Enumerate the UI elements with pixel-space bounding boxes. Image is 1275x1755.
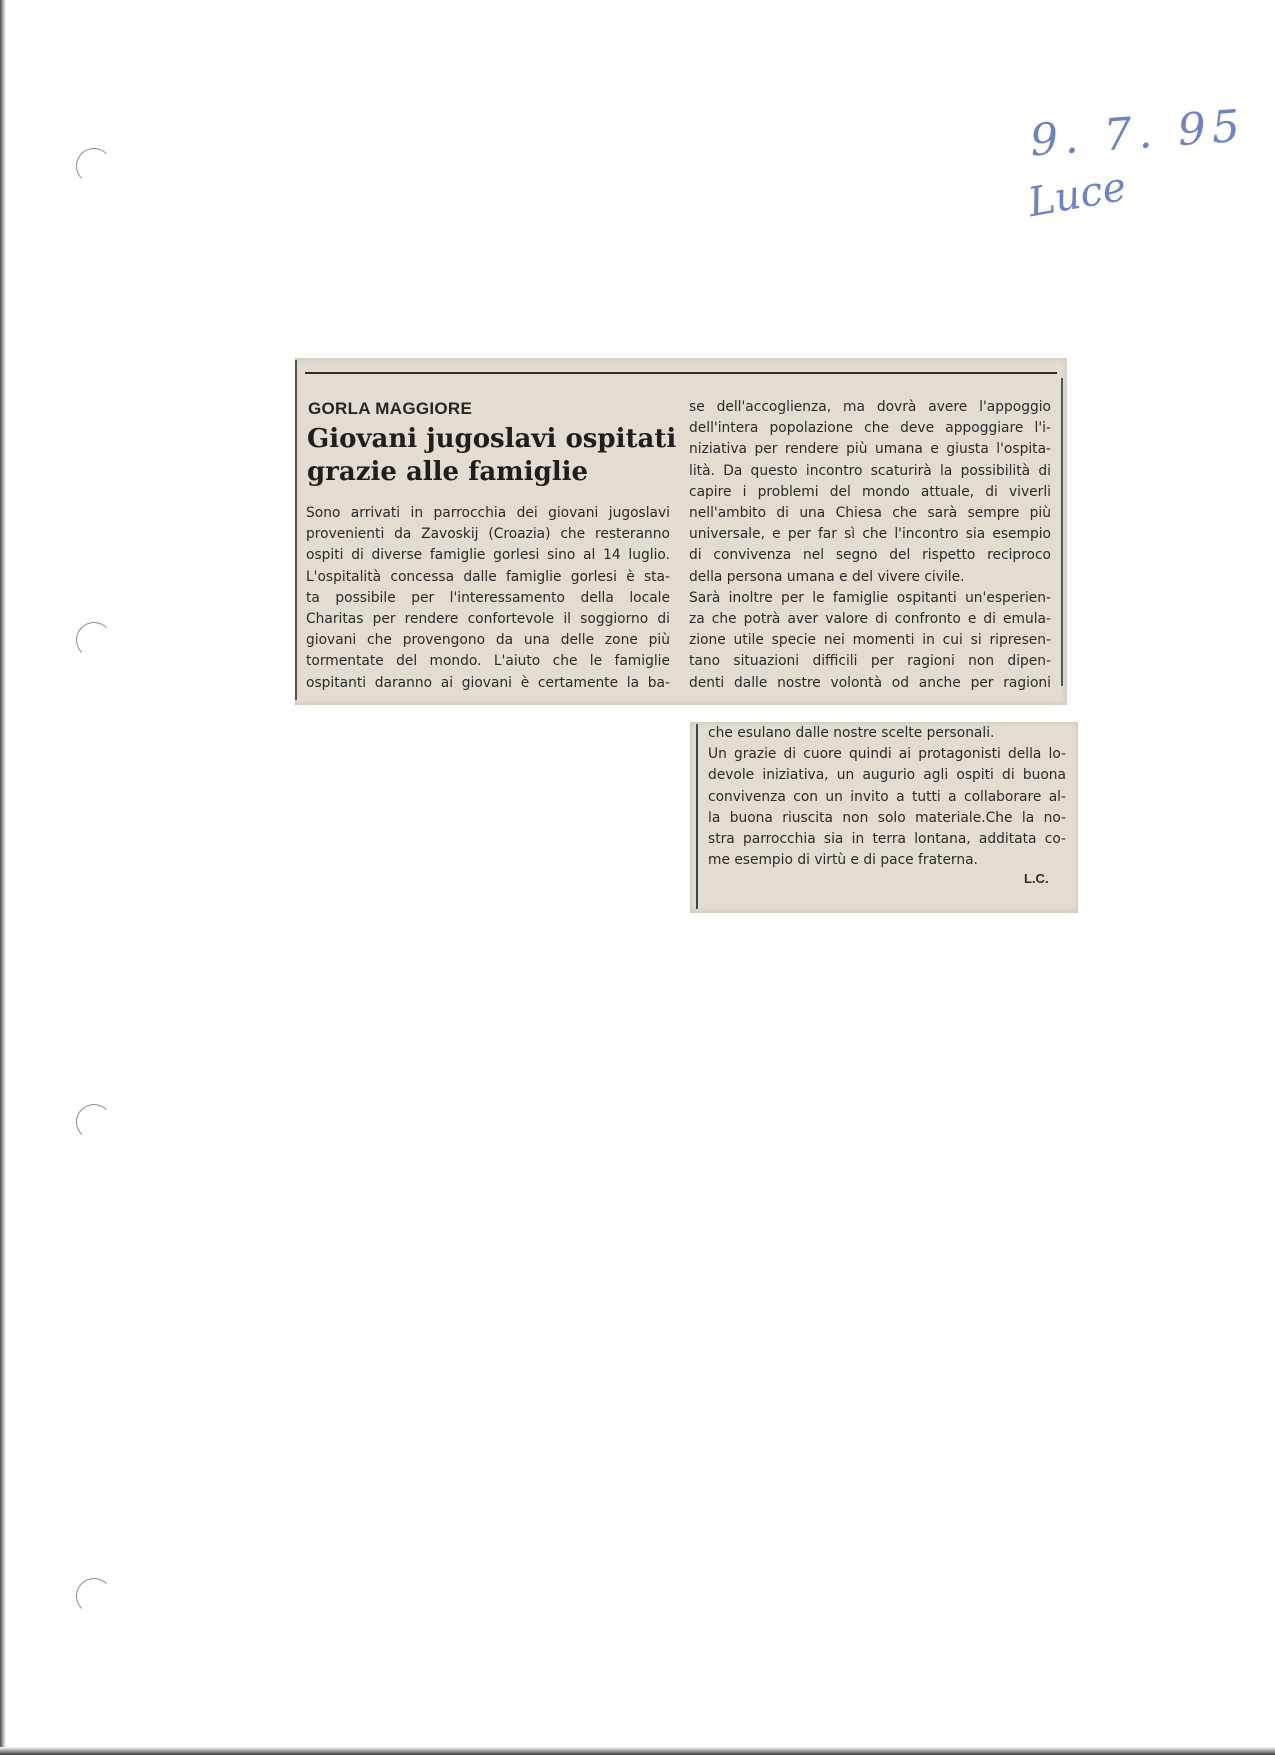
scan-left-edge <box>0 0 6 1755</box>
text-line: giovani che provengono da una delle zone più <box>306 632 670 649</box>
article-signature: L.C. <box>1024 871 1049 886</box>
headline-line: Giovani jugoslavi ospitati <box>307 424 677 454</box>
text-line: stra parrocchia sia in terra lontana, additata co- <box>708 831 1066 848</box>
text-line: niziativa per rendere più umana e giusta l'ospita- <box>689 441 1051 458</box>
handwritten-date: 9. 7. 95 <box>1028 100 1248 167</box>
text-line: ospitanti daranno ai giovani è certamente la ba- <box>306 674 670 691</box>
scan-bottom-edge <box>0 1747 1275 1755</box>
text-line: ta possibile per l'interessamento della locale <box>306 589 670 606</box>
article-headline <box>307 423 687 489</box>
text-line: me esempio di virtù e di pace fraterna. <box>708 852 978 869</box>
text-line: nell'ambito di una Chiesa che sarà sempre più <box>689 505 1051 522</box>
punch-hole <box>76 148 112 184</box>
text-line: la buona riuscita non solo materiale.Che la no- <box>708 809 1066 826</box>
text-line: L'ospitalità concessa dalle famiglie gorlesi è sta- <box>306 568 670 585</box>
text-line: tano situazioni difficili per ragioni non dipen- <box>689 653 1051 670</box>
text-line: Un grazie di cuore quindi ai protagonisti della lo- <box>708 746 1066 763</box>
text-line: Sarà inoltre per le famiglie ospitanti un'esperien- <box>689 589 1051 606</box>
text-line: dell'intera popolazione che deve appoggiare l'i- <box>689 420 1051 437</box>
text-line: devole iniziativa, un augurio agli ospiti di buona <box>708 767 1066 784</box>
handwritten-source: Luce <box>1024 163 1130 227</box>
text-line: za che potrà aver valore di confronto e di emula- <box>689 611 1051 628</box>
text-line: della persona umana e del vivere civile. <box>689 568 965 585</box>
text-line: convivenza con un invito a tutti a collaborare al- <box>708 788 1066 805</box>
text-line: universale, e per far sì che l'incontro sia esempio <box>689 526 1051 543</box>
text-line: che esulano dalle nostre scelte personali. <box>708 725 995 741</box>
text-line: di convivenza nel segno del rispetto reciproco <box>689 547 1051 564</box>
article-overline: GORLA MAGGIORE <box>308 399 473 418</box>
punch-hole <box>76 622 112 658</box>
article-column-2 <box>689 397 1051 694</box>
text-line: tormentate del mondo. L'aiuto che le famiglie <box>306 653 670 670</box>
text-line: Charitas per rendere confortevole il soggiorno di <box>306 611 670 628</box>
text-line: denti dalle nostre volontà od anche per ragioni <box>689 674 1051 691</box>
text-line: capire i problemi del mondo attuale, di viverli <box>689 483 1051 500</box>
text-line: provenienti da Zavoskij (Croazia) che resteranno <box>306 526 670 543</box>
top-rule <box>305 372 1057 374</box>
text-line: ospiti di diverse famiglie gorlesi sino al 14 luglio. <box>306 547 670 564</box>
left-rule <box>295 360 297 700</box>
punch-hole <box>76 1104 112 1140</box>
article-column-1 <box>306 503 670 694</box>
punch-hole <box>76 1578 112 1614</box>
text-line: lità. Da questo incontro scaturirà la possibilità di <box>689 462 1051 479</box>
text-line: Sono arrivati in parrocchia dei giovani jugoslavi <box>306 505 670 521</box>
text-line: zione utile specie nei momenti in cui si ripresen- <box>689 632 1051 649</box>
headline-line: grazie alle famiglie <box>307 457 589 487</box>
text-line: se dell'accoglienza, ma dovrà avere l'appoggio <box>689 399 1051 415</box>
continuation-rule <box>696 724 698 909</box>
article-column-3 <box>708 723 1066 871</box>
right-rule <box>1061 378 1063 686</box>
